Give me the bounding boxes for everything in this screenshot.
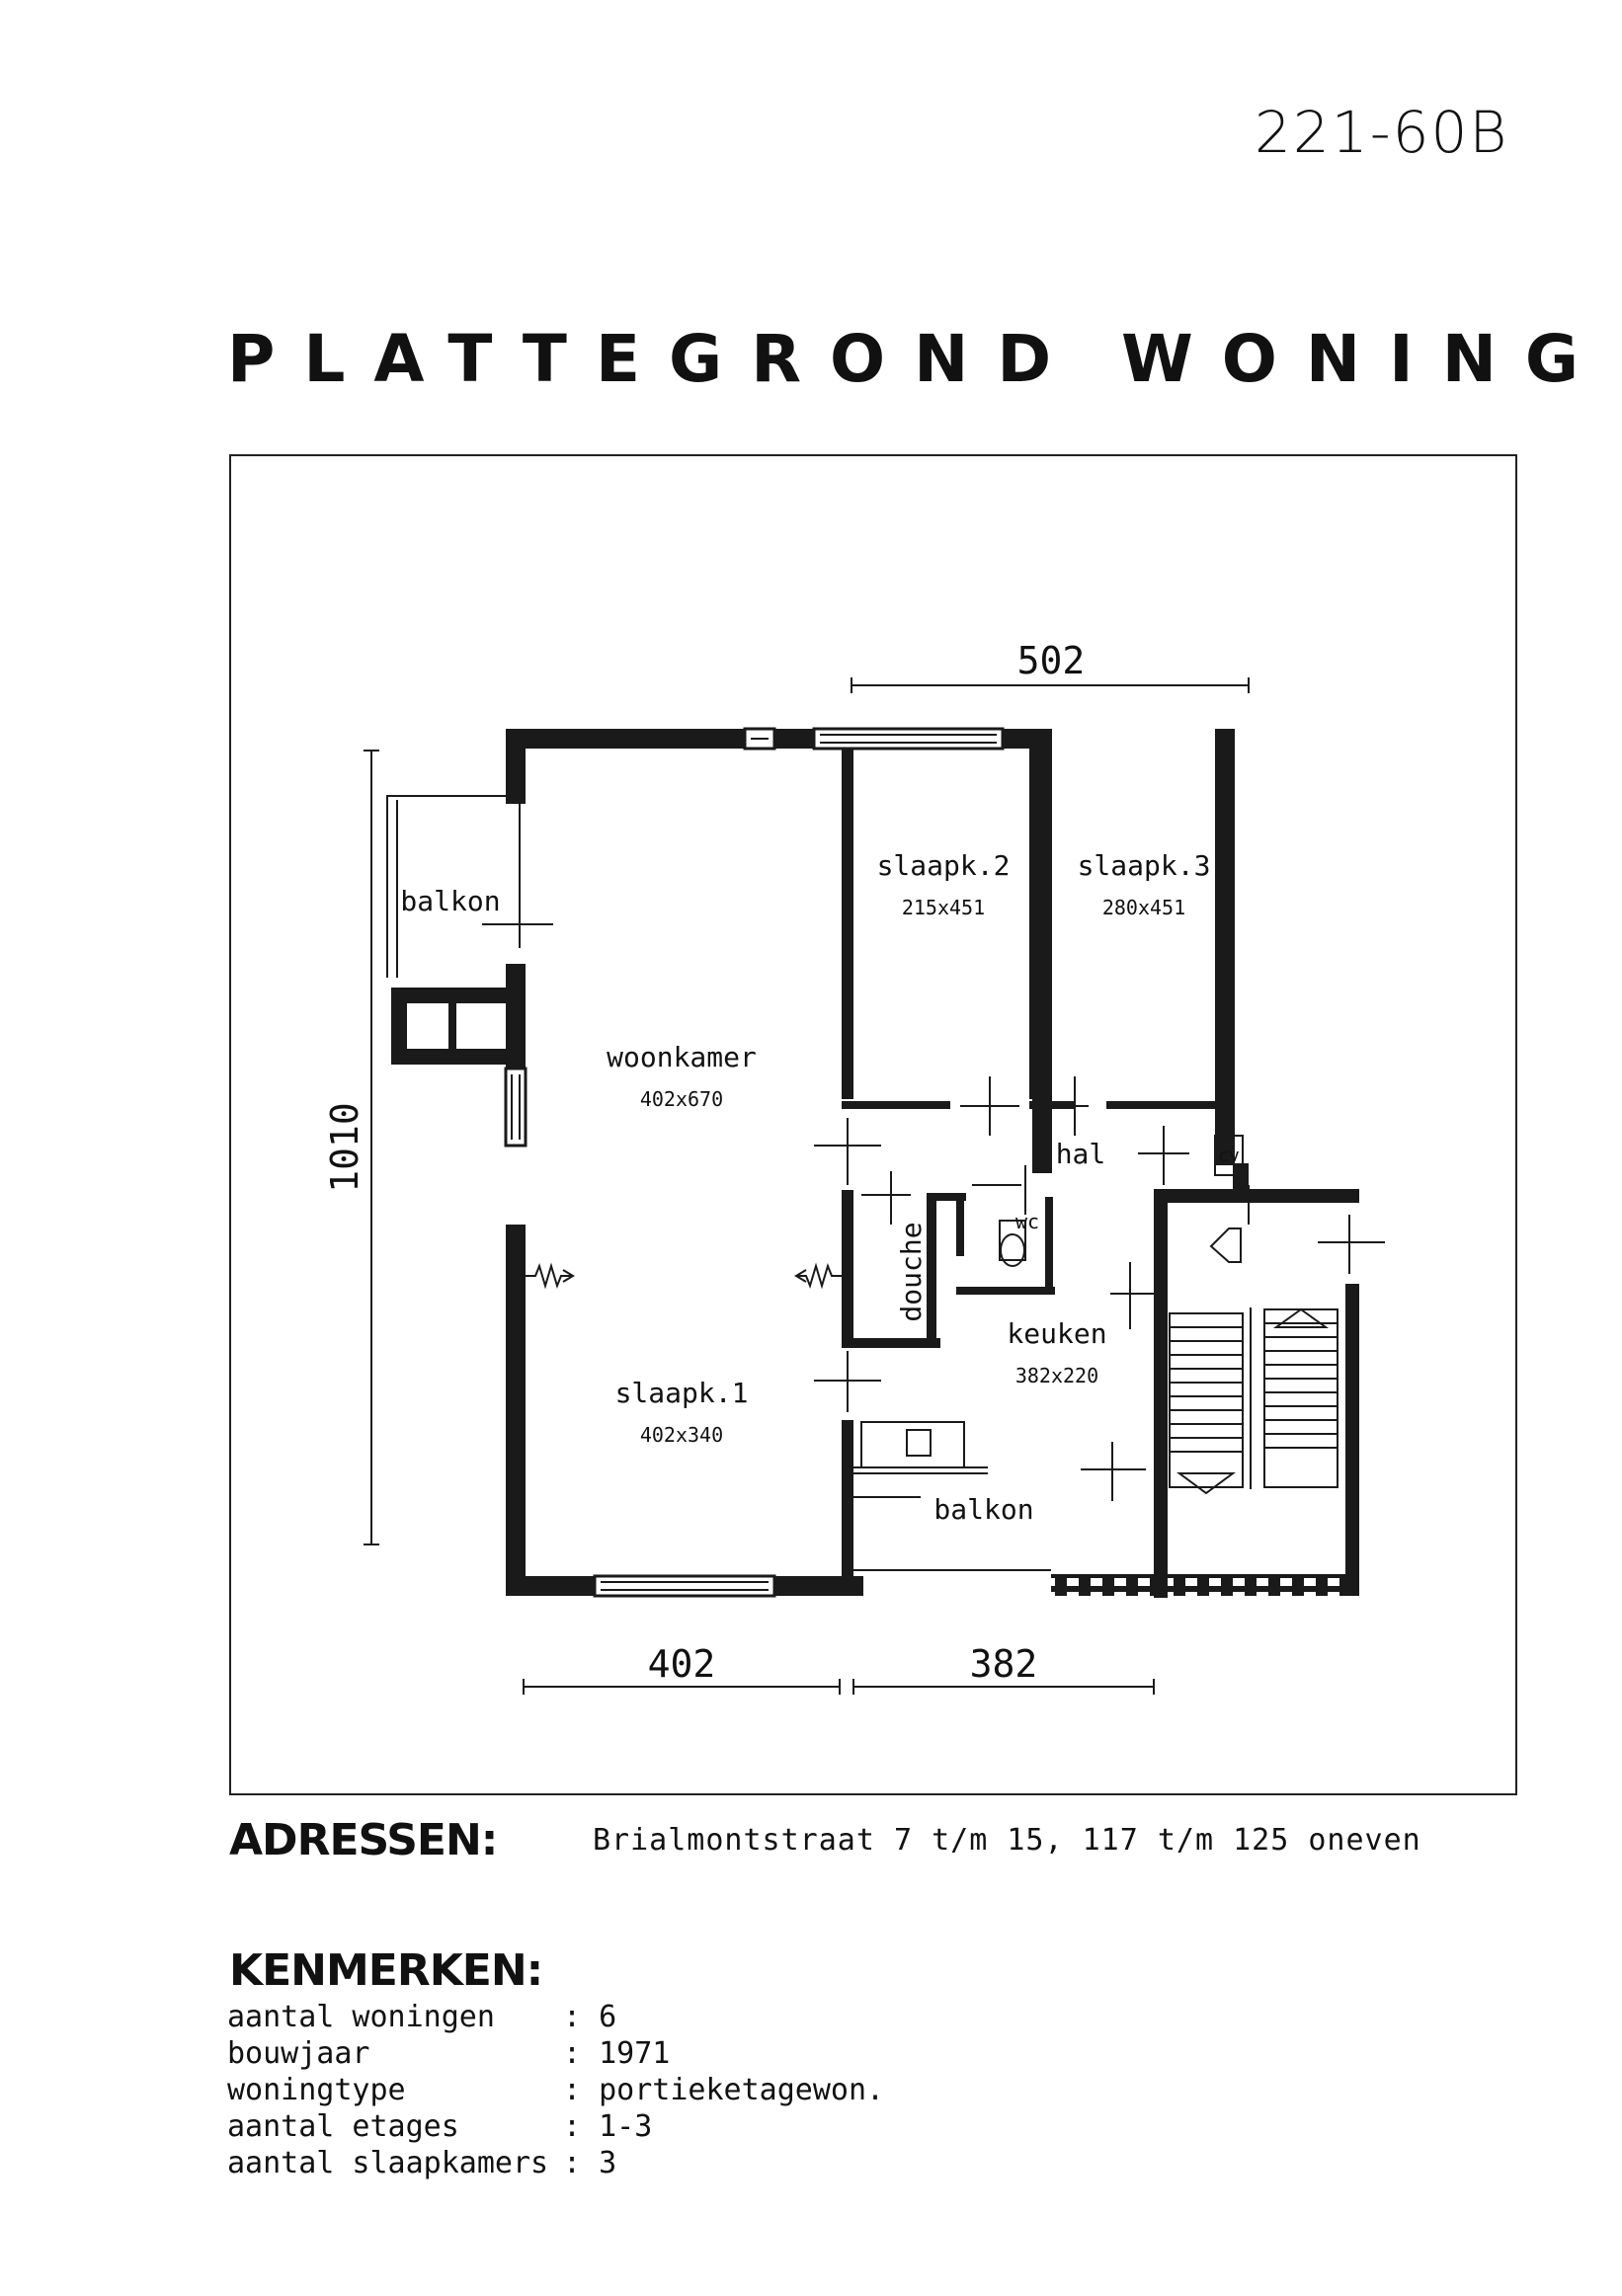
adressen-value: Brialmontstraat 7 t/m 15, 117 t/m 125 oneven xyxy=(593,1823,1421,1858)
wall-stair-right xyxy=(1345,1284,1359,1596)
wall-wc-bottom xyxy=(956,1287,1055,1295)
wall-douche-left xyxy=(842,1190,853,1348)
window-top-right xyxy=(814,729,1003,749)
room-hal: hal xyxy=(1055,1138,1106,1170)
wall-bed2-bottom xyxy=(842,1101,950,1109)
wall-left-lower xyxy=(506,1225,526,1596)
wall-wc-right xyxy=(1045,1197,1053,1291)
kenmerk-label: woningtype xyxy=(227,2073,406,2107)
kenmerk-value: : 6 xyxy=(563,2000,617,2034)
wall-top-mid xyxy=(774,729,814,749)
wall-bed2-bed3 xyxy=(1029,749,1035,1099)
kenmerk-value: : 1971 xyxy=(563,2036,671,2071)
radiator-symbols xyxy=(526,1266,842,1286)
wall-bed3-bottom xyxy=(1106,1101,1215,1109)
room-woonkamer: woonkamer xyxy=(607,1041,757,1073)
chimney-mid xyxy=(448,988,456,1065)
wall-douche-bottom xyxy=(842,1338,940,1348)
wall-stair-top xyxy=(1154,1189,1359,1203)
room-slaapk3: slaapk.3 xyxy=(1077,849,1211,882)
wall-wc-left xyxy=(956,1197,964,1256)
room-slaapk2-size: 215x451 xyxy=(901,896,986,919)
wall-kitchen-left xyxy=(842,1420,853,1596)
room-keuken-size: 382x220 xyxy=(1014,1364,1099,1387)
title-plattegrond: PLATTEGROND xyxy=(227,321,1081,397)
room-slaapk3-size: 280x451 xyxy=(1101,896,1186,919)
wall-douche-right xyxy=(927,1197,936,1345)
room-keuken: keuken xyxy=(1007,1317,1107,1350)
kenmerk-value: : portieketagewon. xyxy=(563,2073,885,2107)
room-cv: cv xyxy=(1218,1146,1240,1166)
room-balkon-top: balkon xyxy=(400,885,501,917)
kenmerk-row xyxy=(227,1999,884,2035)
kenmerk-row xyxy=(227,2145,884,2181)
room-slaapk2: slaapk.2 xyxy=(876,849,1011,882)
wall-top-left xyxy=(506,729,745,749)
kenmerken-heading: KENMERKEN: xyxy=(229,1945,543,1996)
document-code: 221-60B xyxy=(1255,99,1509,166)
kenmerk-row xyxy=(227,2108,884,2145)
room-slaapk1: slaapk.1 xyxy=(614,1377,749,1409)
dimension-lines xyxy=(364,677,1249,1695)
window-left xyxy=(506,1069,526,1146)
dimension-bottom-right: 382 xyxy=(969,1642,1038,1686)
kenmerk-value: : 3 xyxy=(563,2146,617,2180)
room-woonkamer-size: 402x670 xyxy=(639,1087,724,1111)
kenmerk-row xyxy=(227,2072,884,2108)
stairs xyxy=(1170,1307,1338,1493)
kenmerk-label: aantal slaapkamers xyxy=(227,2146,549,2180)
window-bottom xyxy=(595,1576,774,1596)
kenmerk-label: aantal woningen xyxy=(227,2000,495,2034)
floor-plan xyxy=(229,454,1517,1795)
kenmerken-list xyxy=(227,1999,884,2181)
wall-cv-corner xyxy=(1233,1163,1249,1193)
wall-bed2-left xyxy=(842,749,853,1099)
room-slaapk1-size: 402x340 xyxy=(639,1423,724,1447)
title-woning: WONING xyxy=(1121,321,1608,397)
kenmerk-label: aantal etages xyxy=(227,2109,459,2144)
wall-stair-left xyxy=(1154,1189,1168,1598)
wall-bottom-left xyxy=(506,1576,595,1596)
dimension-top: 502 xyxy=(1016,639,1086,682)
room-douche: douche xyxy=(895,1222,928,1322)
kenmerk-value: : 1-3 xyxy=(563,2109,653,2144)
room-balkon-bottom: balkon xyxy=(933,1493,1034,1526)
wall-left-upper xyxy=(506,729,526,804)
adressen-heading: ADRESSEN: xyxy=(229,1815,498,1865)
kenmerk-row xyxy=(227,2035,884,2072)
wall-right-outer xyxy=(1215,729,1235,1165)
kenmerk-label: bouwjaar xyxy=(227,2036,370,2071)
dimension-bottom-left: 402 xyxy=(647,1642,716,1686)
dimension-left: 1010 xyxy=(323,1102,366,1193)
room-wc: wc xyxy=(1014,1210,1040,1233)
